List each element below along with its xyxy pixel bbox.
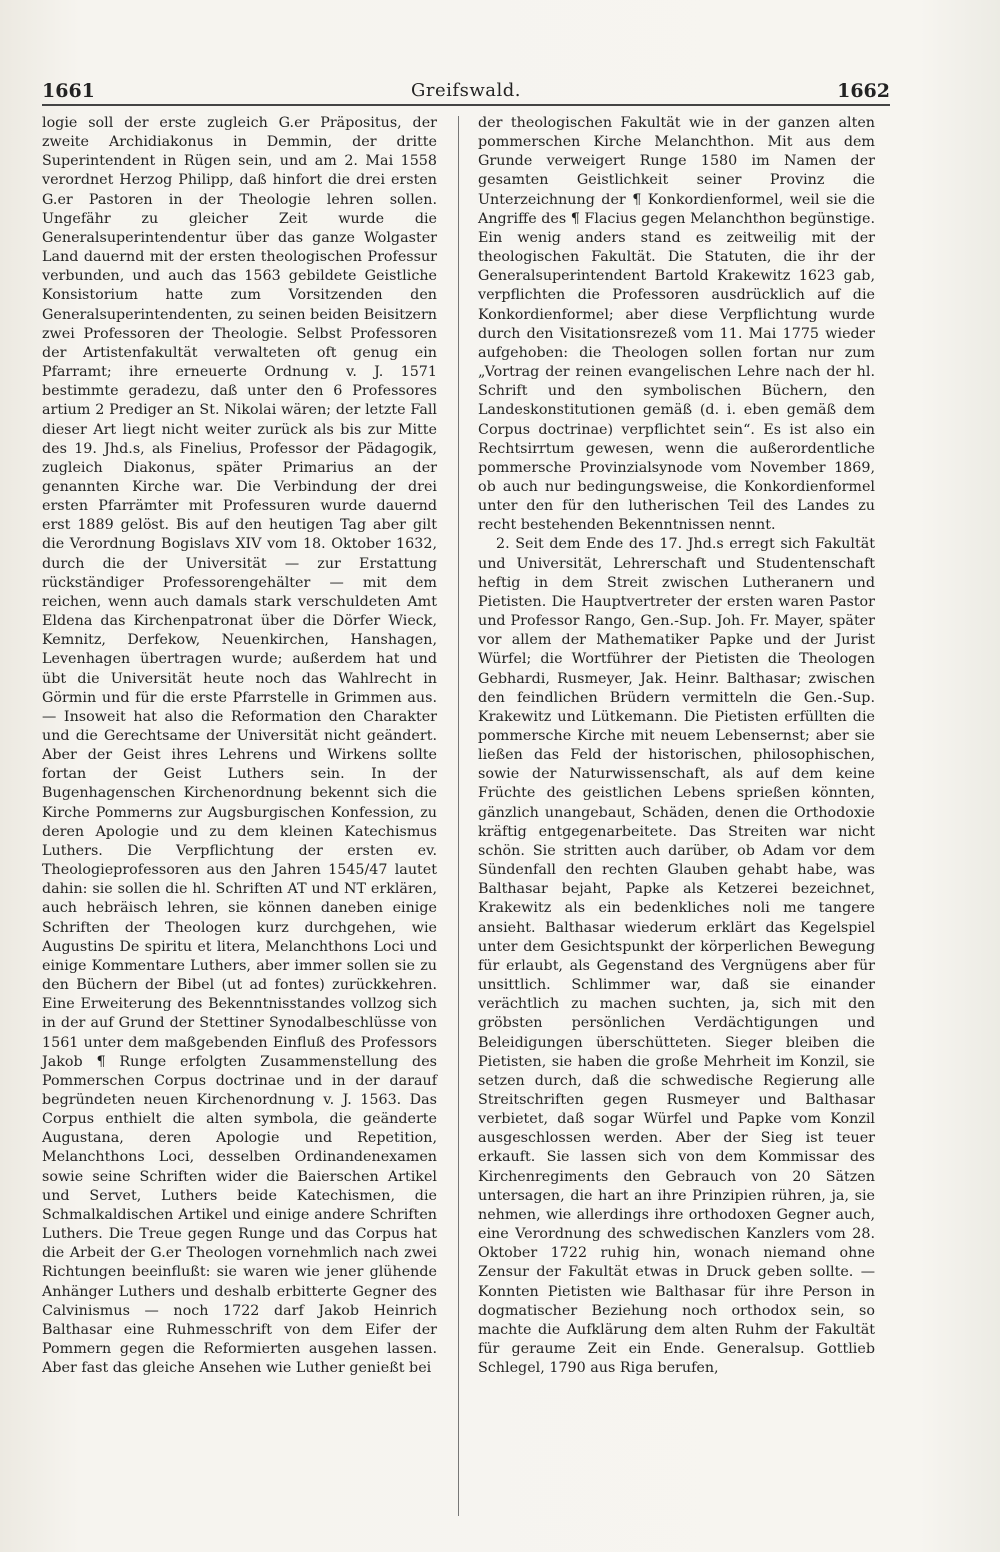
right-column [478,114,875,1378]
left-column [42,114,437,1378]
left-paragraph: logie soll der erste zugleich G.er Präpositus, der zweite Archidiakonus in Demmin, der dritte Superintendent in Rügen sein, und am 2. Mai 1558 verordnet Herzog Philipp, daß hinfort die drei ersten G.er Pastoren in der Theologie lehren sollen. Ungefähr zu gleicher Zeit wurde die Generalsuperintendentur über das ganze Wolgaster Land dauernd mit der ersten theologischen Professur verbunden, und auch das 1563 gebildete Geistliche Konsistorium hatte zum Vorsitzenden den Generalsuperintendenten, zu seinen beiden Beisitzern zwei Professoren der Theologie. Selbst Professoren der Artistenfakultät verwalteten oft genug ein Pfarramt; ihre erneuerte Ordnung v. J. 1571 bestimmte geradezu, daß unter den 6 Professores artium 2 Prediger an St. Nikolai wären; der letzte Fall dieser Art liegt nicht weiter zurück als bis zur Mitte des 19. Jhd.s, als Finelius, Professor der Pädagogik, zugleich Diakonus, später Primarius an der genannten Kirche war. Die Verbindung der drei ersten Pfarrämter mit Professuren wurde dauernd erst 1889 gelöst. Bis auf den heutigen Tag aber gilt die Verordnung Bogislavs XIV vom 18. Oktober 1632, durch die der Universität — zur Erstattung rückständiger Professorengehälter — mit dem reichen, wenn auch damals stark verschuldeten Amt Eldena das Kirchenpatronat über die Dörfer Wieck, Kemnitz, Derfekow, Neuenkirchen, Hanshagen, Levenhagen übertragen wurde; außerdem hat und übt die Universität heute noch das Wahlrecht in Görmin und für die erste Pfarrstelle in Grimmen aus. — Insoweit hat also die Reformation den Charakter und die Gerechtsame der Universität nicht geändert. Aber der Geist ihres Lehrens und Wirkens sollte fortan der Geist Luthers sein. In der Bugenhagenschen Kirchenordnung bekennt sich die Kirche Pommerns zur Augsburgischen Konfession, zu deren Apologie und zu dem kleinen Katechismus Luthers. Die Verpflichtung der ersten ev. Theologieprofessoren aus den Jahren 1545/47 lautet dahin: sie sollen die hl. Schriften AT und NT erklären, auch hebräisch lehren, sie können daneben einige Schriften der Theologen kurz durchgehen, wie Augustins De spiritu et litera, Melanchthons Loci und einige Kommentare Luthers, aber immer sollen sie zu den Büchern der Bibel (ut ad fontes) zurückkehren. Eine Erweiterung des Bekenntnisstandes vollzog sich in der auf Grund der Stettiner Synodalbeschlüsse von 1561 unter dem maßgebenden Einfluß des Professors Jakob ¶ Runge erfolgten Zusammenstellung des Pommerschen Corpus doctrinae und in der darauf begründeten neuen Kirchenordnung v. J. 1563. Das Corpus enthielt die alten symbola, die geänderte Augustana, deren Apologie und Repetition, Melanchthons Loci, desselben Ordinandenexamen sowie seine Schriften wider die Baierschen Artikel und Servet, Luthers beide Katechismen, die Schmalkaldischen Artikel und einige andere Schriften Luthers. Die Treue gegen Runge und das Corpus hat die Arbeit der G.er Theologen vornehmlich nach zwei Richtungen beeinflußt: sie waren wie jener glühende Anhänger Luthers und deshalb erbitterte Gegner des Calvinismus — noch 1722 darf Jakob Heinrich Balthasar eine Ruhmesschrift von dem Eifer der Pommern gegen die Reformierten ausgehen lassen. Aber fast das gleiche Ansehen wie Luther genießt bei [42,115,437,1377]
running-title: Greifswald. [411,80,521,101]
page-number-left: 1661 [42,80,95,102]
column-divider [458,116,459,1516]
running-header [42,80,890,106]
right-paragraph: 2. Seit dem Ende des 17. Jhd.s erregt sich Fakultät und Universität, Lehrerschaft und Studentenschaft heftig in dem Streit zwischen Lutheranern und Pietisten. Die Hauptvertreter der ersten waren Pastor und Professor Rango, Gen.-Sup. Joh. Fr. Mayer, später vor allem der Mathematiker Papke und der Jurist Würfel; die Wortführer der Pietisten die Theologen Gebhardi, Rusmeyer, Jak. Heinr. Balthasar; zwischen den feindlichen Brüdern vermitteln die Gen.-Sup. Krakewitz und Lütkemann. Die Pietisten erfüllten die pommersche Kirche mit neuem Lebensernst; aber sie ließen das Feld der historischen, philosophischen, sowie der Naturwissenschaft, als auf dem keine Früchte des geistlichen Lebens sprießen könnten, gänzlich unangebaut, Schäden, denen die Orthodoxie kräftig entgegenarbeitete. Das Streiten war nicht schön. Sie stritten auch darüber, ob Adam vor dem Sündenfall den rechten Glauben gehabt habe, was Balthasar bejaht, Papke als Ketzerei bezeichnet, Krakewitz als ein bedenkliches noli me tangere ansieht. Balthasar wiederum erklärt das Kegelspiel unter dem Gesichtspunkt der körperlichen Bewegung für erlaubt, als Gegenstand des Vergnügens aber für unsittlich. Schlimmer war, daß sie einander verächtlich zu machen suchten, ja, sich mit den gröbsten persönlichen Verdächtigungen und Beleidigungen überschütteten. Sieger bleiben die Pietisten, sie haben die große Mehrheit im Konzil, sie setzen durch, daß die schwedische Regierung alle Streitschriften gegen Rusmeyer und Balthasar verbietet, daß sogar Würfel und Papke vom Konzil ausgeschlossen werden. Aber der Sieg ist teuer erkauft. Sie lassen sich von dem Kommissar des Kirchenregiments den Gebrauch von 20 Sätzen untersagen, die hart an ihre Prinzipien rühren, ja, sie nehmen, wie allerdings ihre orthodoxen Gegner auch, eine Verordnung des schwedischen Kanzlers vom 28. Oktober 1722 ruhig hin, wonach niemand ohne Zensur der Fakultät etwas in Druck geben sollte. — Konnten Pietisten wie Balthasar für ihre Person in dogmatischer Beziehung noch orthodox sein, so machte die Aufklärung dem alten Ruhm der Fakultät für geraume Zeit ein Ende. Generalsup. Gottlieb Schlegel, 1790 aus Riga berufen, [478,536,875,1377]
header-rule [42,104,890,106]
right-paragraph: der theologischen Fakultät wie in der ganzen alten pommerschen Kirche Melanchthon. Mit aus dem Grunde verweigert Runge 1580 im Namen der gesamten Geistlichkeit seiner Provinz die Unterzeichnung der ¶ Konkordienformel, weil sie die Angriffe des ¶ Flacius gegen Melanchthon begünstige. Ein wenig anders stand es zeitweilig mit der theologischen Fakultät. Die Statuten, die ihr der Generalsuperintendent Bartold Krakewitz 1623 gab, verpflichten die Professoren ausdrücklich auf die Konkordienformel; aber diese Verpflichtung wurde durch den Visitationsrezeß vom 11. Mai 1775 wieder aufgehoben: die Theologen sollen fortan nur zum „Vortrag der reinen evangelischen Lehre nach der hl. Schrift und den symbolischen Büchern, den Landeskonstitutionen gemäß (d. i. eben gemäß dem Corpus doctrinae) verpflichtet sein“. Es ist also ein Rechtsirrtum gewesen, wenn die außerordentliche pommersche Provinzialsynode vom November 1869, ob auch nur bedingungsweise, die Konkordienformel unter den für den lutherischen Teil des Landes zu recht bestehenden Bekenntnissen nennt. [478,115,875,534]
page-number-right: 1662 [837,80,890,102]
